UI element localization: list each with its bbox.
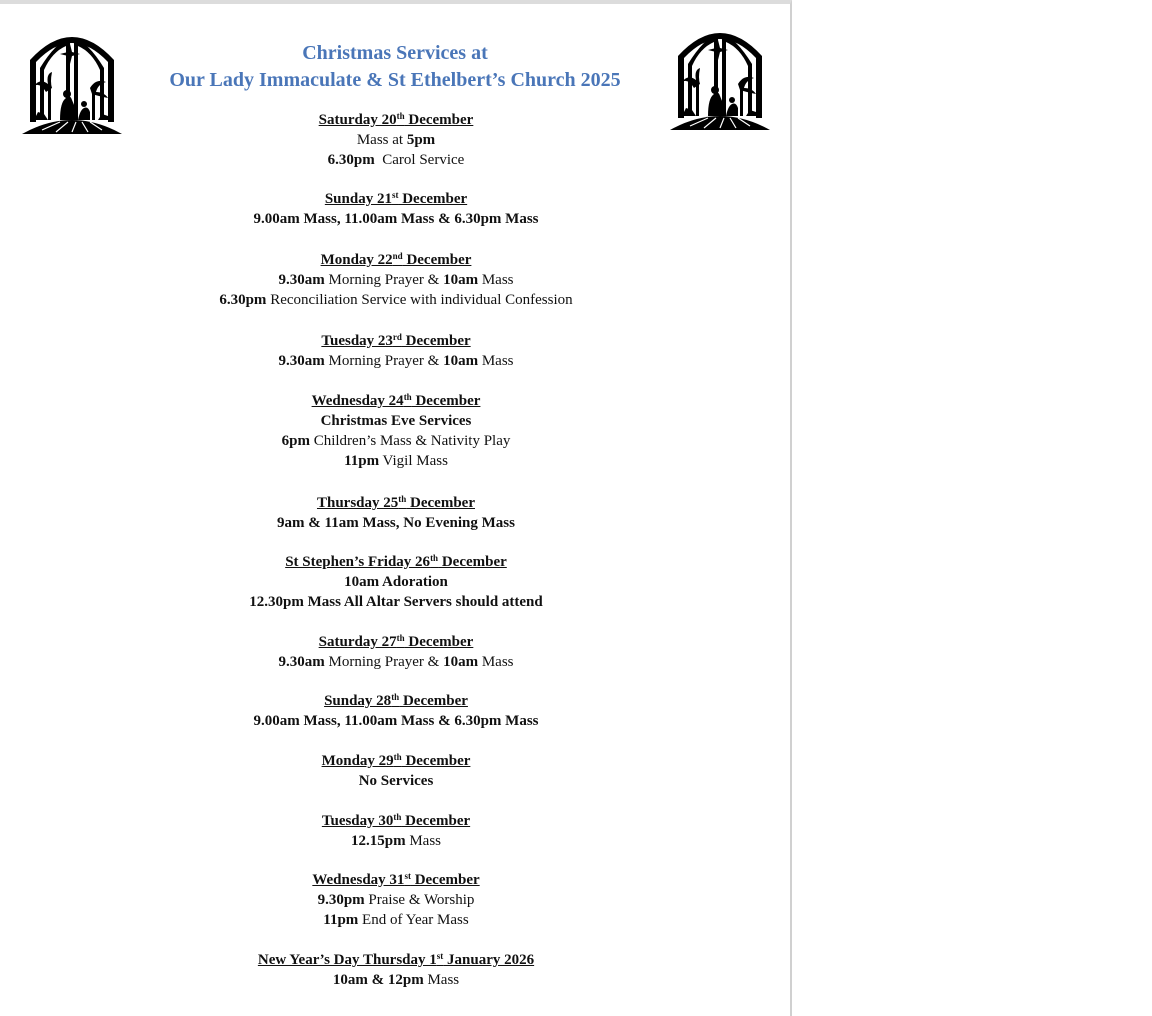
day-heading: New Year’s Day Thursday 1st January 2026 xyxy=(257,951,535,968)
day-heading: Wednesday 31st December xyxy=(312,871,480,888)
service-line: No Services xyxy=(358,773,434,789)
service-line: 9.30am Morning Prayer & 10am Mass xyxy=(278,272,514,288)
day-heading: Monday 22nd December xyxy=(320,251,472,268)
day-block xyxy=(0,812,792,851)
service-line: 9.00am Mass, 11.00am Mass & 6.30pm Mass xyxy=(253,713,539,729)
day-heading: Saturday 27th December xyxy=(318,633,474,650)
service-line: 11pm Vigil Mass xyxy=(344,453,448,469)
document-title xyxy=(130,40,660,94)
day-block xyxy=(0,692,792,731)
day-block xyxy=(0,494,792,533)
day-block xyxy=(0,251,792,310)
day-heading: Tuesday 23rd December xyxy=(321,332,471,349)
day-block xyxy=(0,111,792,170)
service-line: 12.15pm Mass xyxy=(350,833,441,849)
day-block xyxy=(0,332,792,371)
day-heading: Saturday 20th December xyxy=(318,111,474,128)
day-block xyxy=(0,752,792,791)
day-heading: Tuesday 30th December xyxy=(321,812,471,829)
day-heading: Sunday 21st December xyxy=(324,190,468,207)
day-heading: Thursday 25th December xyxy=(316,494,475,511)
day-block xyxy=(0,951,792,990)
service-line: 9.00am Mass, 11.00am Mass & 6.30pm Mass xyxy=(253,211,539,227)
day-heading: Wednesday 24th December xyxy=(311,392,481,409)
day-block xyxy=(0,190,792,229)
day-heading: St Stephen’s Friday 26th December xyxy=(285,553,507,570)
day-heading: Monday 29th December xyxy=(321,752,471,769)
day-block xyxy=(0,553,792,612)
service-line: 10am Adoration xyxy=(344,574,448,590)
service-line: Mass at 5pm xyxy=(356,132,436,148)
service-line: 10am & 12pm Mass xyxy=(332,972,460,988)
day-heading: Sunday 28th December xyxy=(324,692,468,709)
service-line: 9am & 11am Mass, No Evening Mass xyxy=(277,515,515,531)
service-line: 6.30pm Carol Service xyxy=(327,152,465,168)
service-line: 9.30am Morning Prayer & 10am Mass xyxy=(278,654,514,670)
service-line: 9.30pm Praise & Worship xyxy=(317,892,475,908)
title-line-1: Christmas Services at xyxy=(302,42,488,64)
day-block xyxy=(0,871,792,930)
service-line: 11pm End of Year Mass xyxy=(323,912,469,928)
service-line: 12.30pm Mass All Altar Servers should attend xyxy=(249,594,543,610)
service-line: 9.30am Morning Prayer & 10am Mass xyxy=(278,353,514,369)
title-line-2: Our Lady Immaculate & St Ethelbert’s Church 2025 xyxy=(169,69,621,91)
service-line: 6.30pm Reconciliation Service with individual Confession xyxy=(219,292,573,308)
service-line: 6pm Children’s Mass & Nativity Play xyxy=(281,433,511,449)
service-line: Christmas Eve Services xyxy=(320,413,472,429)
day-block xyxy=(0,392,792,471)
day-block xyxy=(0,633,792,672)
